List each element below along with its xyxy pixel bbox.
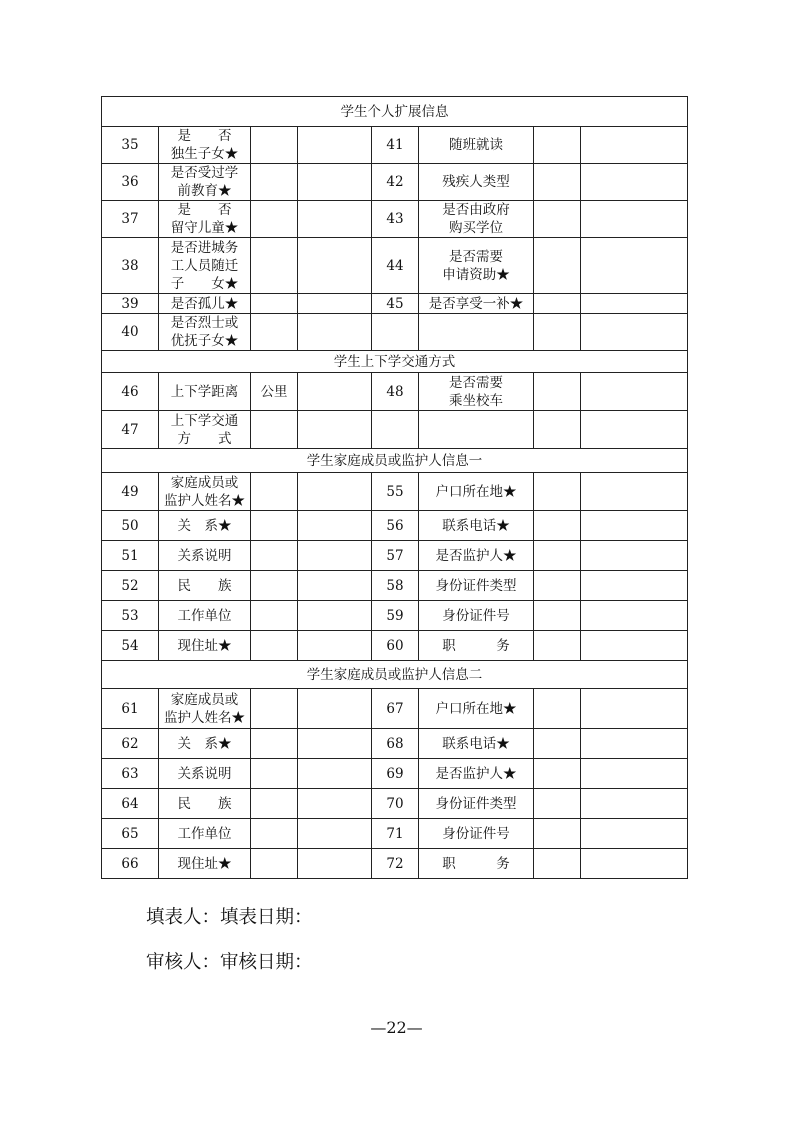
field-value-left[interactable] xyxy=(298,164,372,201)
field-value-left[interactable] xyxy=(298,373,372,411)
field-label-right: 户口所在地★ xyxy=(419,689,534,729)
field-label-left: 关系说明 xyxy=(159,541,251,571)
field-label-right: 身份证件类型 xyxy=(419,789,534,819)
field-label-left: 关 系★ xyxy=(159,729,251,759)
section-header: 学生个人扩展信息 xyxy=(102,97,688,127)
row-number-right: 45 xyxy=(372,294,419,314)
field-value-left[interactable] xyxy=(298,294,372,314)
table-row xyxy=(102,373,688,411)
field-value-right-extra[interactable] xyxy=(581,789,688,819)
field-value-right[interactable] xyxy=(534,238,581,294)
row-number-right: 57 xyxy=(372,541,419,571)
field-value-left[interactable] xyxy=(298,127,372,164)
field-label-right: 身份证件类型 xyxy=(419,571,534,601)
row-number-right: 58 xyxy=(372,571,419,601)
page-number: —22— xyxy=(370,1018,423,1037)
field-value-right-extra[interactable] xyxy=(581,411,688,449)
field-value-unit xyxy=(251,201,298,238)
field-value-right[interactable] xyxy=(534,473,581,511)
field-label-left: 关系说明 xyxy=(159,759,251,789)
field-value-left[interactable] xyxy=(298,411,372,449)
field-value-left[interactable] xyxy=(298,789,372,819)
row-number-left: 39 xyxy=(102,294,159,314)
field-label-left: 是否进城务 工人员随迁 子 女★ xyxy=(159,238,251,294)
table-row xyxy=(102,689,688,729)
field-label-left: 上下学距离 xyxy=(159,373,251,411)
field-value-right[interactable] xyxy=(534,849,581,879)
field-label-right: 身份证件号 xyxy=(419,819,534,849)
table-row xyxy=(102,127,688,164)
row-number-left: 40 xyxy=(102,314,159,351)
field-value-right-extra[interactable] xyxy=(581,511,688,541)
field-label-left: 民 族 xyxy=(159,789,251,819)
field-label-left: 现住址★ xyxy=(159,849,251,879)
row-number-right: 72 xyxy=(372,849,419,879)
field-value-right-extra[interactable] xyxy=(581,314,688,351)
field-value-left[interactable] xyxy=(298,541,372,571)
field-value-right[interactable] xyxy=(534,729,581,759)
row-number-left: 49 xyxy=(102,473,159,511)
row-number-right: 42 xyxy=(372,164,419,201)
field-label-right: 是否监护人★ xyxy=(419,541,534,571)
field-label-left: 是 否 留守儿童★ xyxy=(159,201,251,238)
field-label-left: 工作单位 xyxy=(159,819,251,849)
field-value-unit xyxy=(251,314,298,351)
field-label-right: 联系电话★ xyxy=(419,729,534,759)
row-number-left: 35 xyxy=(102,127,159,164)
row-number-left: 38 xyxy=(102,238,159,294)
table-row xyxy=(102,571,688,601)
field-value-unit xyxy=(251,689,298,729)
field-value-right-extra[interactable] xyxy=(581,631,688,661)
field-value-unit xyxy=(251,473,298,511)
field-label-left: 家庭成员或 监护人姓名★ xyxy=(159,473,251,511)
row-number-left: 51 xyxy=(102,541,159,571)
field-label-right: 残疾人类型 xyxy=(419,164,534,201)
filler-signature-line: 填表人：填表日期： xyxy=(146,907,313,928)
row-number-right: 60 xyxy=(372,631,419,661)
field-value-unit xyxy=(251,511,298,541)
field-label-left: 是否孤儿★ xyxy=(159,294,251,314)
field-value-unit xyxy=(251,789,298,819)
field-label-right: 职 务 xyxy=(419,849,534,879)
table-row xyxy=(102,201,688,238)
field-label-left: 上下学交通 方 式 xyxy=(159,411,251,449)
table-row xyxy=(102,541,688,571)
field-value-right[interactable] xyxy=(534,294,581,314)
field-value-unit xyxy=(251,127,298,164)
field-value-right-extra[interactable] xyxy=(581,819,688,849)
field-label-right: 是否监护人★ xyxy=(419,759,534,789)
field-value-unit xyxy=(251,164,298,201)
row-number-right: 43 xyxy=(372,201,419,238)
field-label-right: 是否享受一补★ xyxy=(419,294,534,314)
field-label-left: 是否受过学 前教育★ xyxy=(159,164,251,201)
table-row xyxy=(102,238,688,294)
row-number-left: 62 xyxy=(102,729,159,759)
field-value-left[interactable] xyxy=(298,689,372,729)
row-number-right: 55 xyxy=(372,473,419,511)
row-number-right: 67 xyxy=(372,689,419,729)
field-label-left: 家庭成员或 监护人姓名★ xyxy=(159,689,251,729)
field-label-right: 职 务 xyxy=(419,631,534,661)
field-label-right xyxy=(419,411,534,449)
field-value-right[interactable] xyxy=(534,631,581,661)
row-number-right: 56 xyxy=(372,511,419,541)
field-value-unit xyxy=(251,411,298,449)
row-number-right: 70 xyxy=(372,789,419,819)
field-value-right[interactable] xyxy=(534,127,581,164)
row-number-left: 52 xyxy=(102,571,159,601)
field-value-right-extra[interactable] xyxy=(581,473,688,511)
field-value-left[interactable] xyxy=(298,601,372,631)
field-value-right[interactable] xyxy=(534,571,581,601)
field-value-unit xyxy=(251,571,298,601)
row-number-right: 41 xyxy=(372,127,419,164)
field-value-left[interactable] xyxy=(298,473,372,511)
row-number-left: 53 xyxy=(102,601,159,631)
row-number-left: 61 xyxy=(102,689,159,729)
field-value-left[interactable] xyxy=(298,571,372,601)
field-value-right[interactable] xyxy=(534,819,581,849)
field-label-right: 是否由政府 购买学位 xyxy=(419,201,534,238)
field-value-unit xyxy=(251,601,298,631)
field-value-right[interactable] xyxy=(534,789,581,819)
field-label-left: 是 否 独生子女★ xyxy=(159,127,251,164)
field-value-right-extra[interactable] xyxy=(581,689,688,729)
section-header: 学生家庭成员或监护人信息二 xyxy=(102,661,688,689)
field-value-left[interactable] xyxy=(298,511,372,541)
section-header: 学生上下学交通方式 xyxy=(102,351,688,373)
field-value-left[interactable] xyxy=(298,631,372,661)
reviewer-signature-line: 审核人：审核日期： xyxy=(146,952,313,973)
field-label-left: 现住址★ xyxy=(159,631,251,661)
table-row xyxy=(102,511,688,541)
field-value-right[interactable] xyxy=(534,411,581,449)
table-row xyxy=(102,411,688,449)
field-value-unit xyxy=(251,541,298,571)
row-number-left: 37 xyxy=(102,201,159,238)
field-value-right-extra[interactable] xyxy=(581,238,688,294)
field-value-unit xyxy=(251,294,298,314)
field-label-left: 工作单位 xyxy=(159,601,251,631)
row-number-right: 69 xyxy=(372,759,419,789)
field-value-right-extra[interactable] xyxy=(581,571,688,601)
field-value-right-extra[interactable] xyxy=(581,373,688,411)
row-number-left: 36 xyxy=(102,164,159,201)
field-label-right: 身份证件号 xyxy=(419,601,534,631)
row-number-left: 64 xyxy=(102,789,159,819)
field-value-left[interactable] xyxy=(298,819,372,849)
field-label-right xyxy=(419,314,534,351)
table-row xyxy=(102,473,688,511)
field-value-right-extra[interactable] xyxy=(581,601,688,631)
table-row xyxy=(102,789,688,819)
field-label-left: 民 族 xyxy=(159,571,251,601)
field-label-left: 关 系★ xyxy=(159,511,251,541)
field-value-right-extra[interactable] xyxy=(581,541,688,571)
row-number-right: 71 xyxy=(372,819,419,849)
field-value-right[interactable] xyxy=(534,373,581,411)
field-label-left: 是否烈士或 优抚子女★ xyxy=(159,314,251,351)
table-row xyxy=(102,601,688,631)
field-value-right-extra[interactable] xyxy=(581,849,688,879)
field-value-right[interactable] xyxy=(534,201,581,238)
table-row xyxy=(102,294,688,314)
row-number-left: 50 xyxy=(102,511,159,541)
field-value-left[interactable] xyxy=(298,729,372,759)
table-row xyxy=(102,759,688,789)
field-label-right: 联系电话★ xyxy=(419,511,534,541)
table-row xyxy=(102,729,688,759)
row-number-right: 68 xyxy=(372,729,419,759)
field-value-right-extra[interactable] xyxy=(581,201,688,238)
row-number-left: 66 xyxy=(102,849,159,879)
field-value-right[interactable] xyxy=(534,541,581,571)
row-number-left: 47 xyxy=(102,411,159,449)
field-value-right[interactable] xyxy=(534,164,581,201)
field-value-right-extra[interactable] xyxy=(581,729,688,759)
field-value-unit xyxy=(251,631,298,661)
row-number-left: 65 xyxy=(102,819,159,849)
row-number-left: 63 xyxy=(102,759,159,789)
row-number-right xyxy=(372,411,419,449)
field-value-left[interactable] xyxy=(298,314,372,351)
table-row xyxy=(102,819,688,849)
field-value-right-extra[interactable] xyxy=(581,759,688,789)
field-value-left[interactable] xyxy=(298,849,372,879)
field-value-unit: 公里 xyxy=(251,373,298,411)
row-number-left: 46 xyxy=(102,373,159,411)
field-label-right: 随班就读 xyxy=(419,127,534,164)
section-header: 学生家庭成员或监护人信息一 xyxy=(102,449,688,473)
field-value-right-extra[interactable] xyxy=(581,294,688,314)
row-number-left: 54 xyxy=(102,631,159,661)
row-number-right xyxy=(372,314,419,351)
field-value-right[interactable] xyxy=(534,511,581,541)
field-value-right[interactable] xyxy=(534,689,581,729)
row-number-right: 59 xyxy=(372,601,419,631)
field-value-right[interactable] xyxy=(534,601,581,631)
table-row xyxy=(102,631,688,661)
field-label-right: 是否需要 申请资助★ xyxy=(419,238,534,294)
field-value-unit xyxy=(251,849,298,879)
field-value-unit xyxy=(251,819,298,849)
field-value-right-extra[interactable] xyxy=(581,164,688,201)
row-number-right: 44 xyxy=(372,238,419,294)
field-value-left[interactable] xyxy=(298,201,372,238)
field-value-unit xyxy=(251,729,298,759)
table-row xyxy=(102,849,688,879)
row-number-right: 48 xyxy=(372,373,419,411)
field-value-left[interactable] xyxy=(298,759,372,789)
field-value-right-extra[interactable] xyxy=(581,127,688,164)
field-value-left[interactable] xyxy=(298,238,372,294)
field-label-right: 户口所在地★ xyxy=(419,473,534,511)
field-value-unit xyxy=(251,759,298,789)
table-row xyxy=(102,314,688,351)
table-row xyxy=(102,164,688,201)
field-value-right[interactable] xyxy=(534,314,581,351)
field-label-right: 是否需要 乘坐校车 xyxy=(419,373,534,411)
field-value-right[interactable] xyxy=(534,759,581,789)
field-value-unit xyxy=(251,238,298,294)
student-info-form-table xyxy=(101,96,688,879)
